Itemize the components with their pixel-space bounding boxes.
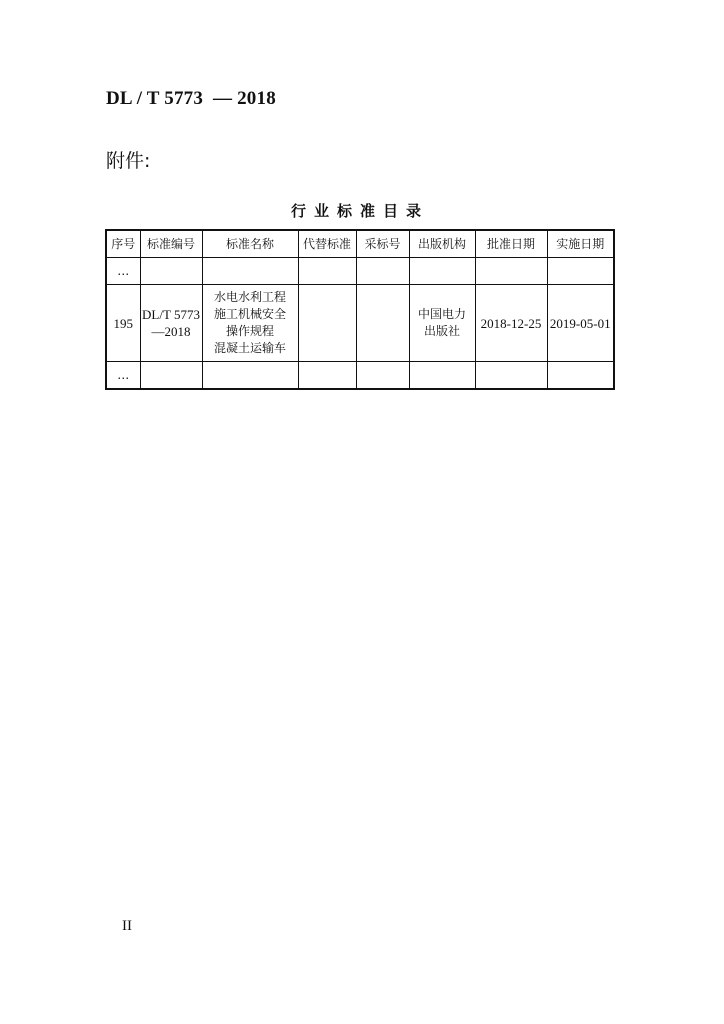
cell-replaces xyxy=(298,258,356,285)
column-header-name: 标准名称 xyxy=(202,230,298,258)
column-header-approval-date: 批准日期 xyxy=(475,230,547,258)
table-row xyxy=(106,285,614,362)
cell-effective-date: 2019-05-01 xyxy=(547,285,614,362)
column-header-code: 标准编号 xyxy=(140,230,202,258)
column-header-replaces: 代替标准 xyxy=(298,230,356,258)
cell-name xyxy=(202,362,298,390)
cell-name: 水电水利工程 施工机械安全 操作规程 混凝土运输车 xyxy=(202,285,298,362)
standards-catalog-table xyxy=(105,229,615,390)
table-row xyxy=(106,362,614,390)
cell-approval-date: 2018-12-25 xyxy=(475,285,547,362)
cell-adopted xyxy=(356,285,409,362)
cell-seq: 195 xyxy=(106,285,140,362)
table-title: 行业标准目录 xyxy=(290,202,429,220)
cell-code xyxy=(140,258,202,285)
column-header-publisher: 出版机构 xyxy=(409,230,475,258)
page-number: II xyxy=(122,918,132,934)
table-header-row xyxy=(106,230,614,258)
column-header-adopted: 采标号 xyxy=(356,230,409,258)
cell-effective-date xyxy=(547,362,614,390)
cell-replaces xyxy=(298,362,356,390)
cell-seq: … xyxy=(106,258,140,285)
cell-approval-date xyxy=(475,258,547,285)
annex-label: 附件: xyxy=(106,150,151,172)
cell-replaces xyxy=(298,285,356,362)
cell-name xyxy=(202,258,298,285)
column-header-effective-date: 实施日期 xyxy=(547,230,614,258)
cell-code: DL/T 5773 —2018 xyxy=(140,285,202,362)
cell-approval-date xyxy=(475,362,547,390)
column-header-seq: 序号 xyxy=(106,230,140,258)
cell-adopted xyxy=(356,362,409,390)
table-row xyxy=(106,258,614,285)
cell-effective-date xyxy=(547,258,614,285)
cell-publisher xyxy=(409,362,475,390)
cell-adopted xyxy=(356,258,409,285)
cell-code xyxy=(140,362,202,390)
cell-publisher: 中国电力 出版社 xyxy=(409,285,475,362)
cell-seq: … xyxy=(106,362,140,390)
cell-publisher xyxy=(409,258,475,285)
standard-code: DL / T 5773 — 2018 xyxy=(106,88,276,109)
